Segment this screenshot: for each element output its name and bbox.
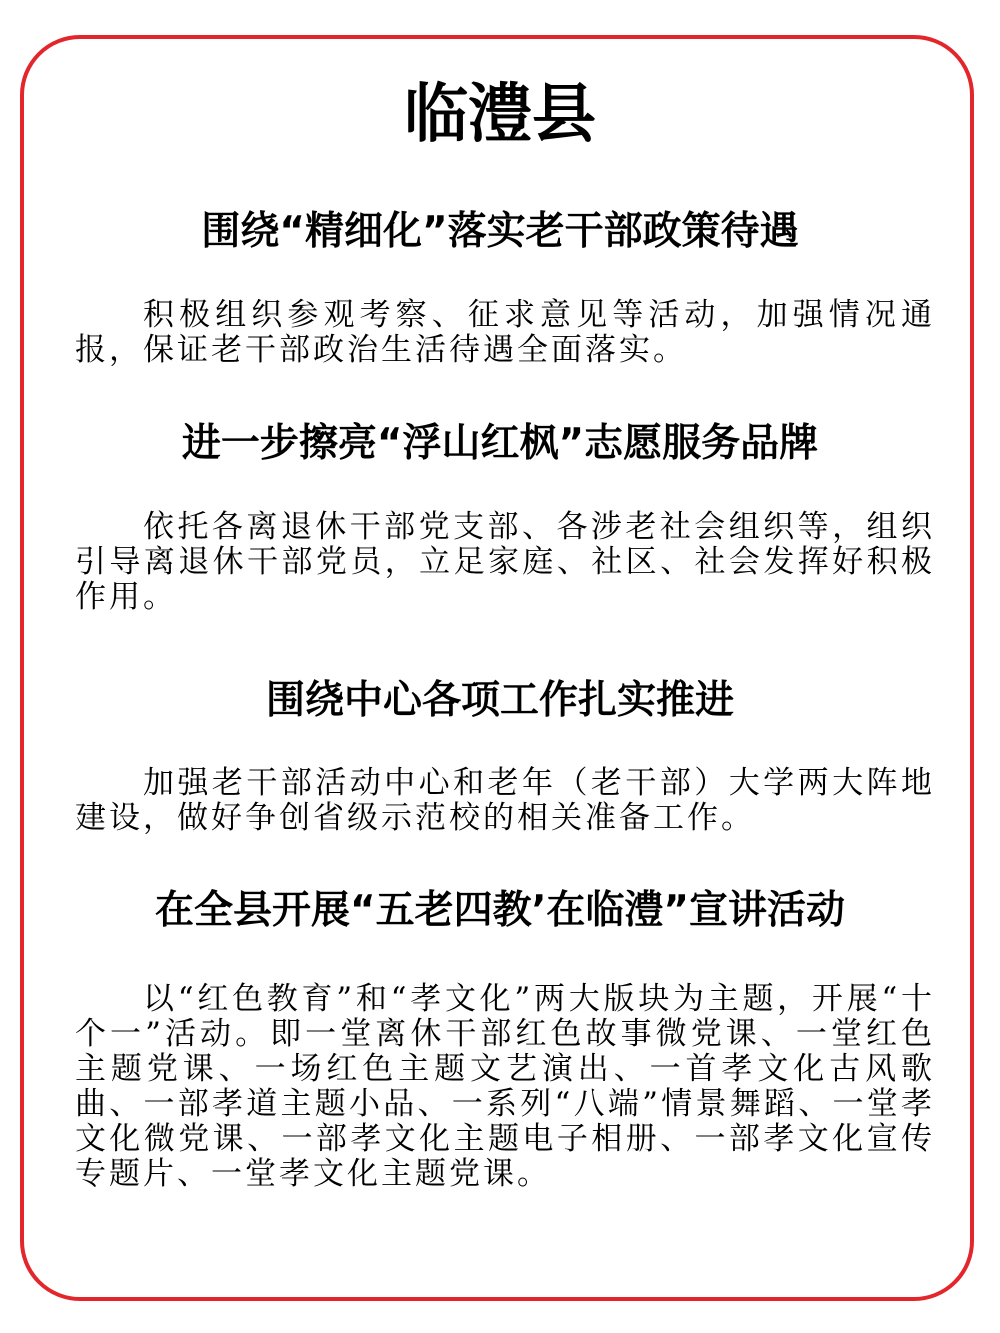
section-3-heading: 围绕中心各项工作扎实推进	[265, 678, 734, 723]
section-3-body: 加强老干部活动中心和老年（老干部）大学两大阵地建设，做好争创省级示范校的相关准备工作。	[75, 765, 935, 836]
section-4-body: 以“红色教育”和“孝文化”两大版块为主题，开展“十个一”活动。即一堂离休干部红色故事微党课、一堂红色主题党课、一场红色主题文艺演出、一首孝文化古风歌曲、一部孝道主题小品、一系列“八端”情景舞蹈、一堂孝文化微党课、一部孝文化主题电子相册、一部孝文化宣传专题片、一堂孝文化主题党课。	[75, 981, 935, 1192]
section-1-body: 积极组织参观考察、征求意见等活动，加强情况通报，保证老干部政治生活待遇全面落实。	[75, 297, 935, 368]
section-2-heading: 进一步擦亮“浮山红枫”志愿服务品牌	[181, 421, 819, 466]
page-title: 临澧县	[404, 77, 596, 152]
section-1-heading: 围绕“精细化”落实老干部政策待遇	[201, 209, 799, 254]
section-2-body: 依托各离退休干部党支部、各涉老社会组织等，组织引导离退休干部党员，立足家庭、社区、社会发挥好积极作用。	[75, 509, 935, 615]
section-4-heading: 在全县开展“五老四教’在临澧”宣讲活动	[154, 888, 846, 933]
